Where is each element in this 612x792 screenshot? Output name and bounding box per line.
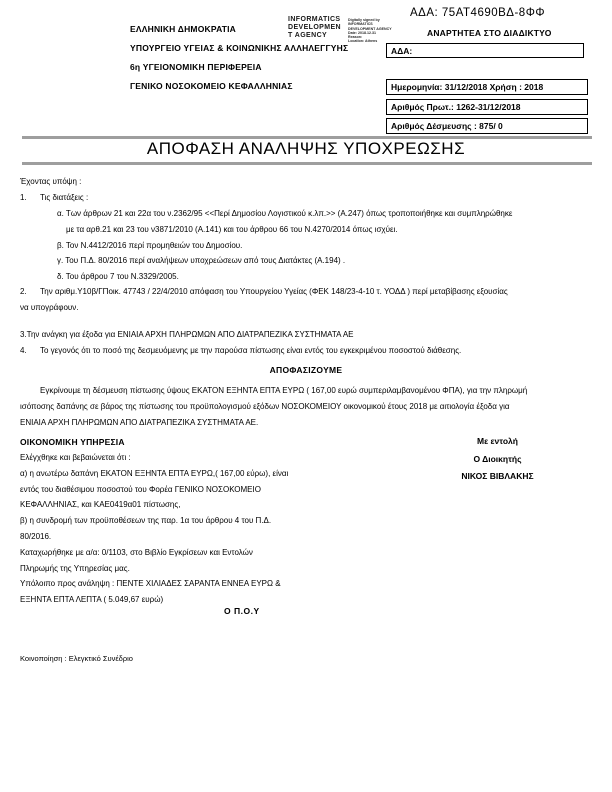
stamp-detail-line: Digitally signed by xyxy=(348,18,380,22)
stamp-detail-line: Reason: xyxy=(348,35,363,40)
header-hospital: ΓΕΝΙΚΟ ΝΟΣΟΚΟΜΕΙΟ ΚΕΦΑΛΛΗΝΙΑΣ xyxy=(130,81,293,91)
finance-service-block xyxy=(20,450,288,608)
list-subitem-c: γ. Του Π.Δ. 80/2016 περί αναλήψεων υποχρεώσεων από τους Διατάκτες (Α.194) . xyxy=(57,256,346,265)
ada-box-label: ΑΔΑ: xyxy=(391,46,413,56)
stamp-detail-line: Date: 2018.12.31 xyxy=(348,30,376,35)
protocol-number-text: Αριθμός Πρωτ.: 1262-31/12/2018 xyxy=(391,102,521,112)
finance-line: β) η συνδρομή των προϋποθέσεων της παρ. 1α του άρθρου 4 του Π.Δ. xyxy=(20,516,272,526)
title-rule-bottom xyxy=(22,162,592,165)
stamp-detail-line: INFORMATICS xyxy=(348,22,373,27)
list-subitem-a: α. Των άρθρων 21 και 22α του ν.2362/95 <<Περί Δημοσίου Λογιστικού κ.λπ.>> (Α.247) όπως τροποποιήθηκε και συμπληρώθηκε xyxy=(57,209,513,218)
decision-paragraph-line: ΕΝΙΑΙΑ ΑΡΧΗ ΠΛΗΡΩΜΩΝ ΑΠΟ ΔΙΑΤΡΑΠΕΖΙΚΑ ΣΥΣΤΗΜΑΤΑ ΑΕ. xyxy=(20,418,259,427)
digital-signature-stamp xyxy=(288,16,341,40)
decision-paragraph-line: Εγκρίνουμε τη δέσμευση πίστωσης ύψους ΕΚΑΤΟΝ ΕΞΗΝΤΑ ΕΠΤΑ ΕΥΡΩ ( 167,00 ευρώ συμπεριλαμβανομένου ΦΠΑ), για την πληρωμή xyxy=(40,386,528,395)
signature-by-order: Με εντολή xyxy=(477,436,518,446)
list-subitem-d: δ. Του άρθρου 7 του Ν.3329/2005. xyxy=(57,272,179,281)
finance-line: 80/2016. xyxy=(20,531,52,541)
decision-paragraph-line: ισόποσης δαπάνης σε βάρος της πίστωσης του προϋπολογισμού εξόδων ΝΟΣΟΚΟΜΕΙΟΥ οικονομικού έτους 2018 με αιτιολογία έξοδα για xyxy=(20,402,510,411)
header-ministry: ΥΠΟΥΡΓΕΙΟ ΥΓΕΙΑΣ & ΚΟΙΝΩΝΙΚΗΣ ΑΛΛΗΛΕΓΓΥΗΣ xyxy=(130,43,349,53)
list-item-text: Τις διατάξεις : xyxy=(40,193,89,202)
ada-box xyxy=(386,43,584,58)
stamp-signature-details xyxy=(348,18,392,44)
date-box xyxy=(386,79,588,95)
finance-line: Ελέγχθηκε και βεβαιώνεται ότι : xyxy=(20,453,131,462)
stamp-detail-line: DEVELOPMENT AGENCY xyxy=(348,26,392,31)
internet-posting-label: ΑΝΑΡΤΗΤΕΑ ΣΤΟ ΔΙΑΔΙΚΤΥΟ xyxy=(427,28,552,38)
list-item-text: Την αριθμ.Υ10β/ΓΠοικ. 47743 / 22/4/2010 απόφαση του Υπουργείου Υγείας (ΦΕΚ 148/23-4-10 τ. ΥΟΔΔ ) περί μεταβίβασης εξουσίας xyxy=(40,287,508,296)
list-item-cont: να υπογράφουν. xyxy=(20,303,79,312)
finance-service-heading: ΟΙΚΟΝΟΜΙΚΗ ΥΠΗΡΕΣΙΑ xyxy=(20,437,125,447)
list-item-3: 3.Την ανάγκη για έξοδα για ΕΝΙΑΙΑ ΑΡΧΗ ΠΛΗΡΩΜΩΝ ΑΠΟ ΔΙΑΤΡΑΠΕΖΙΚΑ ΣΥΣΤΗΜΑΤΑ ΑΕ xyxy=(20,330,354,339)
finance-line: ΚΕΦΑΛΛΗΝΙΑΣ, και ΚΑΕ0419α01 πίστωσης, xyxy=(20,500,181,510)
signature-block xyxy=(440,433,555,486)
footer-notification: Κοινοποίηση : Ελεγκτικό Συνέδριο xyxy=(20,654,133,663)
stamp-line: INFORMATICS xyxy=(288,16,341,23)
having-regard-label: Έχοντας υπόψη : xyxy=(20,177,82,186)
list-subitem-b: β. Τον Ν.4412/2016 περί προμηθειών του Δημοσίου. xyxy=(57,241,243,250)
commitment-number-text: Αριθμός Δέσμευσης : 875/ 0 xyxy=(391,121,503,131)
protocol-number-box xyxy=(386,99,588,115)
finance-line: Καταχωρήθηκε με α/α: 0/1103, στο Βιβλίο Εγκρίσεων και Εντολών xyxy=(20,547,253,557)
stamp-line: DEVELOPMEN xyxy=(288,24,342,31)
poy-label: Ο Π.Ο.Υ xyxy=(224,606,260,616)
ada-number: ΑΔΑ: 75ΑΤ4690ΒΔ-8ΦΦ xyxy=(410,7,546,19)
stamp-line: T AGENCY xyxy=(288,32,328,39)
header-republic: ΕΛΛΗΝΙΚΗ ΔΗΜΟΚΡΑΤΙΑ xyxy=(130,24,237,34)
list-item-text: Το γεγονός ότι το ποσό της δεσμευόμενης με την παρούσα πίστωσης είναι εντός του εγκεκριμένου ποσοστού διάθεσης. xyxy=(40,346,462,355)
date-box-text: Ημερομηνία: 31/12/2018 Χρήση : 2018 xyxy=(391,82,544,92)
list-item-number: 4. xyxy=(20,346,27,355)
list-item-number: 1. xyxy=(20,193,27,202)
list-subitem-a-cont: με τα αρθ.21 και 23 του ν3871/2010 (Α.141) και του άρθρου 66 του Ν.4270/2014 όπως ισχύει. xyxy=(66,225,398,234)
decide-heading: ΑΠΟΦΑΣΙΖΟΥΜΕ xyxy=(269,365,343,375)
finance-line: Πληρωμής της Υπηρεσίας μας. xyxy=(20,563,130,573)
finance-line: α) η ανωτέρω δαπάνη ΕΚΑΤΟΝ ΕΞΗΝΤΑ ΕΠΤΑ ΕΥΡΩ,( 167,00 εύρω), είναι xyxy=(20,468,289,478)
signature-name: ΝΙΚΟΣ ΒΙΒΛΑΚΗΣ xyxy=(461,471,534,481)
page-title: ΑΠΟΦΑΣΗ ΑΝΑΛΗΨΗΣ ΥΠΟΧΡΕΩΣΗΣ xyxy=(146,139,466,158)
finance-line: ΕΞΗΝΤΑ ΕΠΤΑ ΛΕΠΤΑ ( 5.049,67 ευρώ) xyxy=(20,595,164,605)
finance-line: εντός του διαθέσιμου ποσοστού του Φορέα ΓΕΝΙΚΟ ΝΟΣΟΚΟΜΕΙΟ xyxy=(20,484,261,494)
list-item-number: 2. xyxy=(20,287,27,296)
header-health-region: 6η ΥΓΕΙΟΝΟΜΙΚΗ ΠΕΡΙΦΕΡΕΙΑ xyxy=(130,62,262,72)
finance-line: Υπόλοιπο προς ανάληψη : ΠΕΝΤΕ ΧΙΛΙΑΔΕΣ ΣΑΡΑΝΤΑ ΕΝΝΕΑ ΕΥΡΩ & xyxy=(20,579,281,589)
signature-role: Ο Διοικητής xyxy=(473,453,522,464)
commitment-number-box xyxy=(386,118,588,134)
stamp-detail-line: Location: Athens xyxy=(348,39,378,44)
